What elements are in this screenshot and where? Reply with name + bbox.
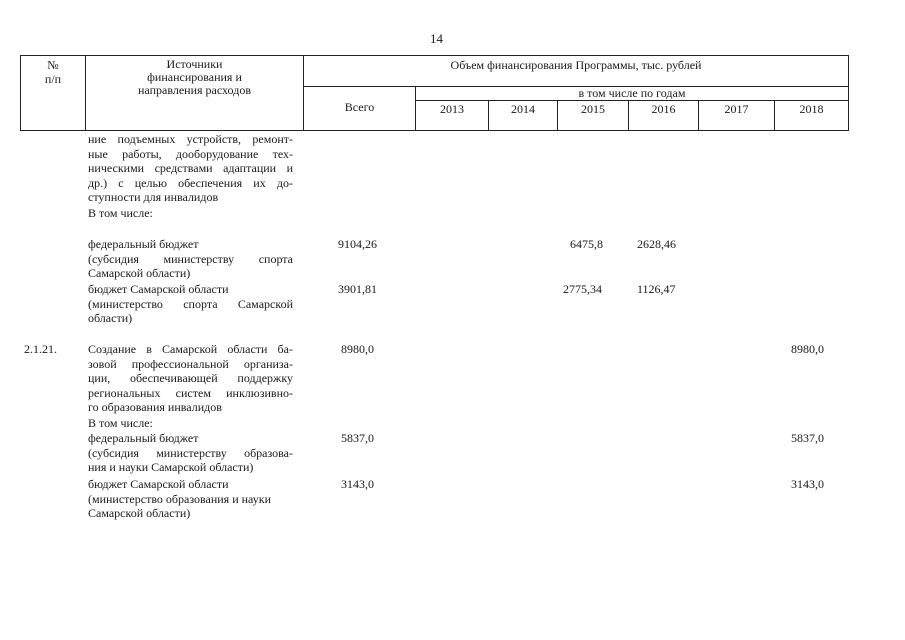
table-row <box>88 431 293 475</box>
row-2018: 3143,0 <box>791 477 824 491</box>
header-year-2016: 2016 <box>651 102 676 116</box>
table-row <box>88 477 293 521</box>
row-desc-line: федеральный бюджет <box>88 237 199 251</box>
row-desc-line: ции, обеспечивающей поддержку <box>88 371 293 386</box>
row-desc-line: ные работы, дооборудование тех- <box>88 146 293 161</box>
header-top-border <box>20 55 849 56</box>
header-year-2014: 2014 <box>511 102 535 116</box>
header-years-border <box>415 100 849 101</box>
table-row <box>88 416 293 431</box>
row-2016: 2628,46 <box>637 237 676 251</box>
header-year-2018: 2018 <box>799 102 824 116</box>
row-desc-line: области) <box>88 311 133 326</box>
row-2015: 6475,8 <box>570 237 603 251</box>
row-desc-line: го образования инвалидов <box>88 400 222 415</box>
row-desc-line: бюджет Самарской области <box>88 282 229 296</box>
row-desc-line: ние подъемных устройств, ремонт- <box>88 132 293 146</box>
row-desc-line: (министерство образования и науки <box>88 491 272 506</box>
header-col-sources: Источники финансирования и направления расходов <box>138 57 251 97</box>
table-row <box>88 132 293 205</box>
row-desc-line: Самарской области) <box>88 506 191 521</box>
header-year-2017: 2017 <box>724 102 749 116</box>
row-desc-line: ническими средствами адаптации и <box>88 161 293 176</box>
row-2016: 1126,47 <box>637 282 676 296</box>
row-desc-line: федеральный бюджет <box>88 431 199 445</box>
table-row <box>88 237 293 281</box>
row-desc-line: зовой профессиональной организа- <box>88 356 293 371</box>
header-year-2015: 2015 <box>581 102 605 116</box>
row-total: 5837,0 <box>341 431 374 445</box>
header-col-total: Всего <box>344 100 375 114</box>
table-row <box>88 206 293 221</box>
page-number: 14 <box>430 31 443 46</box>
row-desc-line: В том числе: <box>88 206 153 220</box>
row-desc-line: Создание в Самарской области ба- <box>88 342 293 356</box>
row-number: 2.1.21. <box>24 342 57 356</box>
row-total: 3143,0 <box>341 477 374 491</box>
row-desc-line: др.) с целью обеспечения их до- <box>88 175 293 190</box>
table-row <box>88 282 293 326</box>
row-total: 3901,81 <box>338 282 377 296</box>
row-desc-line: ния и науки Самарской области) <box>88 460 254 475</box>
row-2018: 8980,0 <box>791 342 824 356</box>
header-year-2013: 2013 <box>440 102 464 116</box>
row-desc-line: В том числе: <box>88 416 153 430</box>
row-desc-line: (субсидия министерству образова- <box>88 445 293 460</box>
row-desc-line: региональных систем инклюзивно- <box>88 385 293 400</box>
header-col-by-years: в том числе по годам <box>578 86 686 100</box>
header-col-no: № п/п <box>44 58 62 86</box>
row-2018: 5837,0 <box>791 431 824 445</box>
row-desc-line: (министерство спорта Самарской <box>88 296 293 311</box>
row-desc-line: бюджет Самарской области <box>88 477 229 491</box>
row-total: 9104,26 <box>338 237 377 251</box>
header-col-volume: Объем финансирования Программы, тыс. рублей <box>450 58 702 72</box>
row-desc-line: ступности для инвалидов <box>88 190 219 205</box>
row-2015: 2775,34 <box>563 282 602 296</box>
table-row <box>88 342 293 415</box>
header-vline-9 <box>848 55 849 131</box>
row-desc-line: Самарской области) <box>88 266 191 281</box>
row-desc-line: (субсидия министерству спорта <box>88 251 293 266</box>
row-total: 8980,0 <box>341 342 374 356</box>
header-bottom-border <box>20 130 849 131</box>
